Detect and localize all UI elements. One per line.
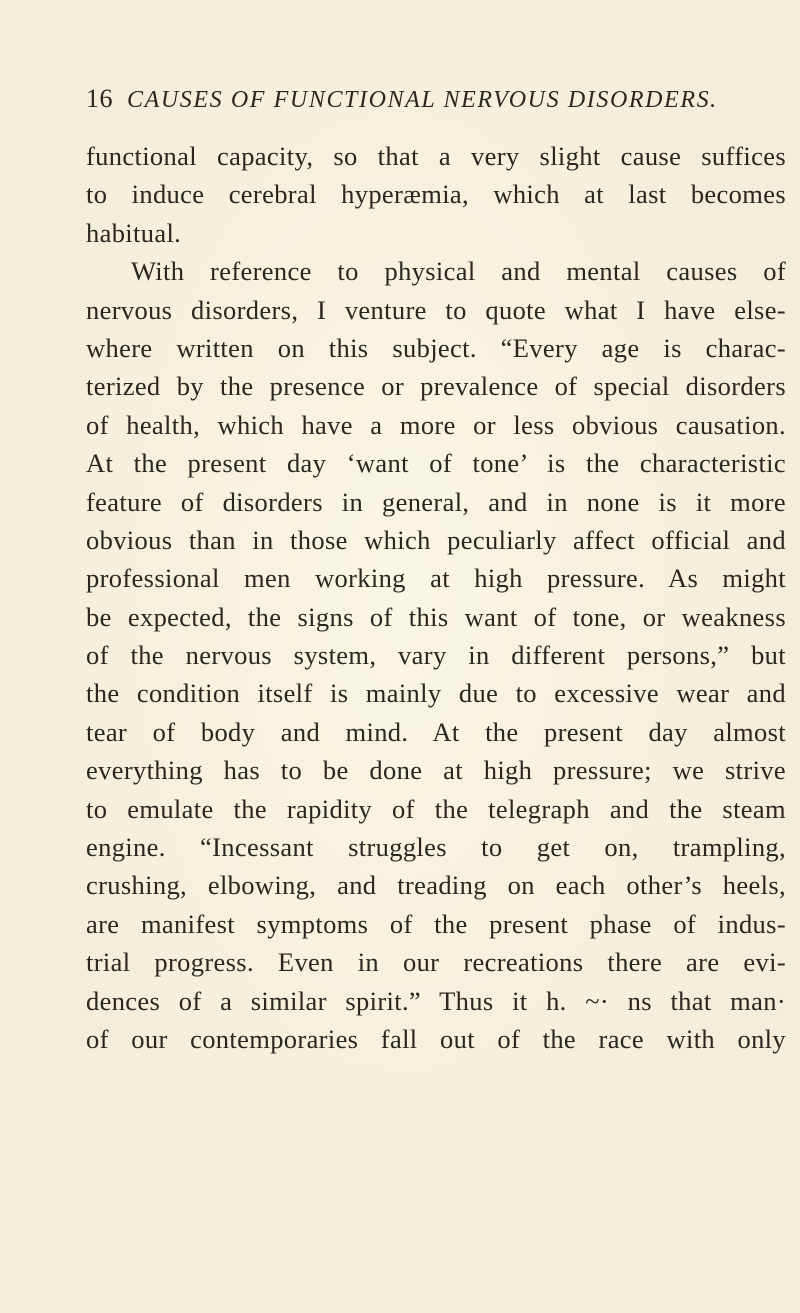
text-line: tear of body and mind. At the present day almost <box>86 716 786 747</box>
text-line: of health, which have a more or less obvious causation. <box>86 409 786 440</box>
body-text <box>86 137 786 1058</box>
text-line: where written on this subject. “Every age is charac- <box>86 332 786 363</box>
text-line: to induce cerebral hyperæmia, which at last becomes <box>86 179 786 210</box>
text-line: obvious than in those which peculiarly affect official and <box>86 524 786 555</box>
text-line: to emulate the rapidity of the telegraph and the steam <box>86 793 786 824</box>
text-line: habitual. <box>86 217 182 248</box>
text-line: everything has to be done at high pressure; we strive <box>86 755 786 786</box>
text-line: professional men working at high pressure. As might <box>86 563 786 594</box>
text-line: the condition itself is mainly due to excessive wear and <box>86 678 786 709</box>
text-line: feature of disorders in general, and in none is it more <box>86 486 786 517</box>
text-line: At the present day ‘want of tone’ is the characteristic <box>86 448 786 479</box>
text-line: of the nervous system, vary in different persons,” but <box>86 640 786 671</box>
paragraph-first-line: With reference to physical and mental causes of <box>131 256 786 287</box>
text-line: dences of a similar spirit.” Thus it h. ~· ns that man· <box>86 985 786 1016</box>
page-header <box>86 84 766 124</box>
running-head: CAUSES OF FUNCTIONAL NERVOUS DISORDERS. <box>127 87 718 113</box>
text-line: terized by the presence or prevalence of special disorders <box>86 371 786 402</box>
text-line: nervous disorders, I venture to quote what I have else- <box>86 294 786 325</box>
text-line: functional capacity, so that a very slight cause suffices <box>86 141 786 171</box>
text-line: be expected, the signs of this want of tone, or weakness <box>86 601 786 632</box>
text-line: crushing, elbowing, and treading on each other’s heels, <box>86 870 786 901</box>
page-number: 16 <box>86 84 113 113</box>
text-line: trial progress. Even in our recreations there are evi- <box>86 947 786 978</box>
text-line: engine. “Incessant struggles to get on, trampling, <box>86 832 786 863</box>
text-line: of our contemporaries fall out of the race with only <box>86 1023 786 1054</box>
text-line: are manifest symptoms of the present phase of indus- <box>86 908 786 939</box>
